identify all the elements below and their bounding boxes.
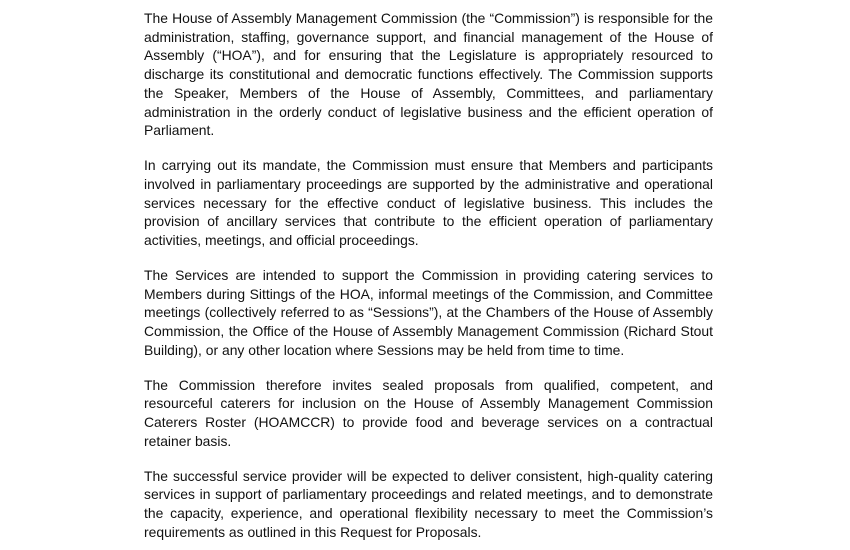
paragraph-services: The Services are intended to support the Commission in providing catering services to Members during Sittings of the HOA, informal meetings of the Commission, and Committee meetings (collectively referred to as “Sessions”), at the Chambers of the House of Assembly Commission, the Office of the House of Assembly Management Commission (Richard Stout Building), or any other location where Sessions may be held from time to time. xyxy=(144,266,713,358)
paragraph-commission-role: The House of Assembly Management Commission (the “Commission”) is responsible for the administration, staffing, governance support, and financial management of the House of Assembly (“HOA”), and for ensuring that the Legislature is appropriately resourced to discharge its constitutional and democratic functions effectively. The Commission supports the Speaker, Members of the House of Assembly, Committees, and parliamentary administration in the orderly conduct of legislative business and the efficient operation of Parliament. xyxy=(144,10,713,139)
paragraph-invitation: The Commission therefore invites sealed proposals from qualified, competent, and resourceful caterers for inclusion on the House of Assembly Management Commission Caterers Roster (HOAMCCR) to provide food and beverage services on a contractual retainer basis. xyxy=(144,376,713,449)
paragraph-expectations: The successful service provider will be expected to deliver consistent, high-quality catering services in support of parliamentary proceedings and related meetings, and to demonstrate the capacity, experience, and operational flexibility necessary to meet the Commission’s requirements as outlined in this Request for Proposals. xyxy=(144,467,713,540)
paragraph-mandate: In carrying out its mandate, the Commission must ensure that Members and participants involved in parliamentary proceedings are supported by the administrative and operational services necessary for the effective conduct of legislative business. This includes the provision of ancillary services that contribute to the efficient operation of parliamentary activities, meetings, and official proceedings. xyxy=(144,157,713,248)
document-body xyxy=(144,9,713,541)
